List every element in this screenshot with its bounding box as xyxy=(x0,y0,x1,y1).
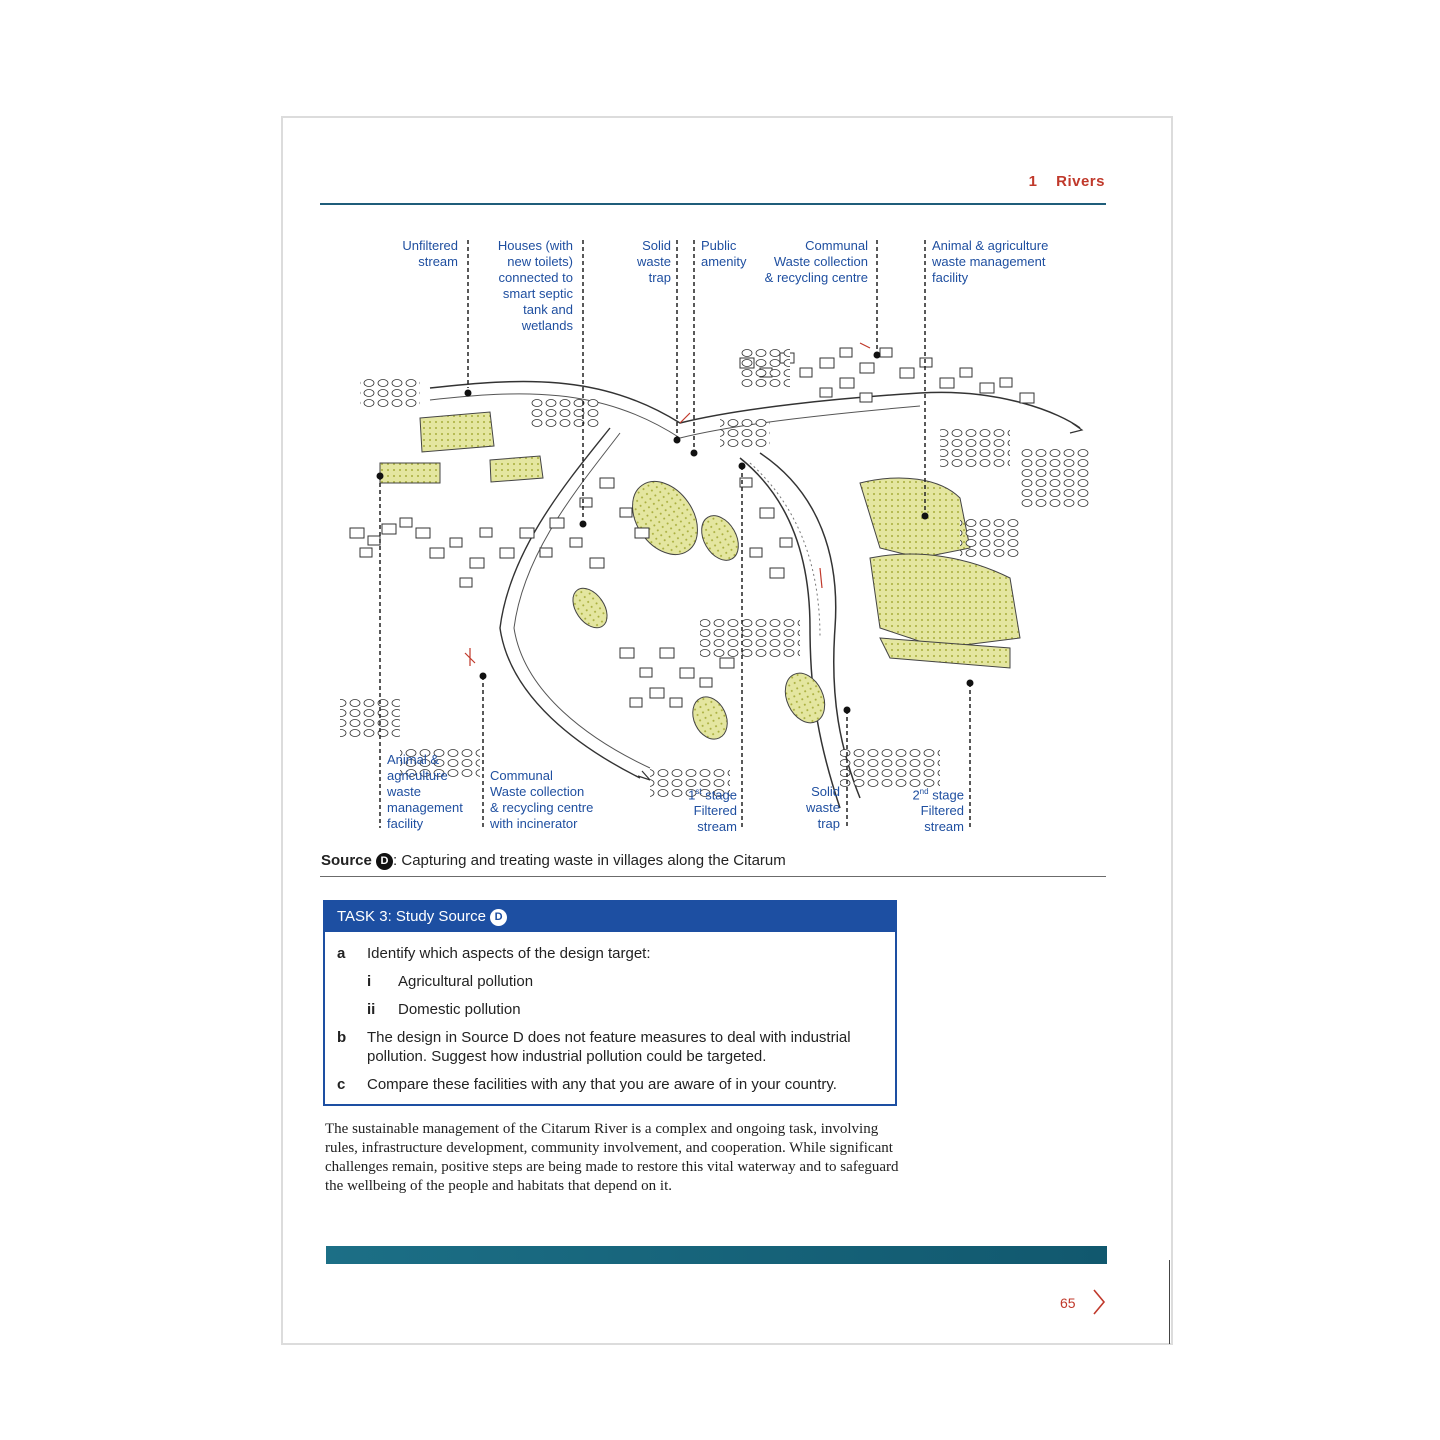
task-item-ai-key: i xyxy=(367,973,372,990)
footer-bar xyxy=(326,1246,1107,1264)
caption-source-word: Source xyxy=(321,852,372,869)
chapter-title: Rivers xyxy=(1056,173,1105,190)
label-animal-agriculture-top: Animal & agriculture waste management facility xyxy=(932,238,1049,285)
task-source-badge: D xyxy=(490,909,507,926)
caption-rule xyxy=(320,876,1106,877)
first-stage-text: stage Filtered stream xyxy=(693,787,737,835)
running-head xyxy=(1029,173,1105,190)
task-title: TASK 3: Study Source xyxy=(337,908,486,925)
book-page xyxy=(281,116,1173,1345)
task-item-b-text: The design in Source D does not feature measures to deal with industrial pollution. Suggest how industrial pollution could be targeted. xyxy=(367,1029,851,1065)
task-box xyxy=(323,900,897,1106)
second-stage-number: 2 xyxy=(912,787,920,803)
task-item-a-text: Identify which aspects of the design target: xyxy=(367,945,651,962)
label-animal-agriculture-bottom: Animal & agriculture waste management facility xyxy=(387,752,463,831)
label-solid-waste-trap-top: Solid waste trap xyxy=(637,238,671,285)
caption-text: : Capturing and treating waste in villages along the Citarum xyxy=(393,852,786,869)
first-stage-sup: st xyxy=(695,787,702,796)
task-item-aii-text: Domestic pollution xyxy=(398,1001,521,1018)
label-houses-new-toilets: Houses (with new toilets) connected to smart septic tank and wetlands xyxy=(497,238,573,333)
task-item-ai-text: Agricultural pollution xyxy=(398,973,534,990)
page-edge-line xyxy=(1169,1260,1170,1344)
task-header xyxy=(325,902,895,932)
label-first-stage-filtered xyxy=(665,784,737,835)
task-item-c-text: Compare these facilities with any that you are aware of in your country. xyxy=(367,1076,837,1093)
village-waste-illustration xyxy=(320,228,1106,838)
label-second-stage-filtered xyxy=(890,784,964,835)
label-solid-waste-trap-bottom: Solid waste trap xyxy=(806,784,840,831)
task-item-aii-key: ii xyxy=(367,1001,376,1018)
label-public-amenity: Public amenity xyxy=(701,238,747,269)
label-communal-waste-bottom: Communal Waste collection & recycling centre with incinerator xyxy=(490,768,594,831)
summary-paragraph: The sustainable management of the Citarum River is a complex and ongoing task, involving rules, infrastructure development, community involvement, and cooperation. While significant challenges remain, positive steps are being made to restore this vital waterway and to safeguard the wellbeing of the people and habitats that depend on it. xyxy=(325,1121,899,1194)
first-stage-number: 1 xyxy=(688,787,696,803)
second-stage-text: stage Filtered stream xyxy=(920,787,964,835)
task-item-c-key: c xyxy=(337,1076,346,1093)
task-item-b xyxy=(337,1028,887,1068)
caption-source-badge: D xyxy=(376,853,393,870)
page-number: 65 xyxy=(1060,1295,1076,1311)
label-communal-waste-top: Communal Waste collection & recycling centre xyxy=(764,238,868,285)
illustration-drawing xyxy=(320,228,1106,838)
chapter-number: 1 xyxy=(1028,173,1038,190)
label-unfiltered-stream: Unfiltered stream xyxy=(402,238,458,269)
second-stage-sup: nd xyxy=(919,787,929,796)
source-caption xyxy=(321,852,786,870)
next-page-chevron-icon xyxy=(1091,1288,1107,1316)
task-item-a-key: a xyxy=(337,945,346,962)
task-item-b-key: b xyxy=(337,1029,347,1046)
header-rule xyxy=(320,203,1106,205)
